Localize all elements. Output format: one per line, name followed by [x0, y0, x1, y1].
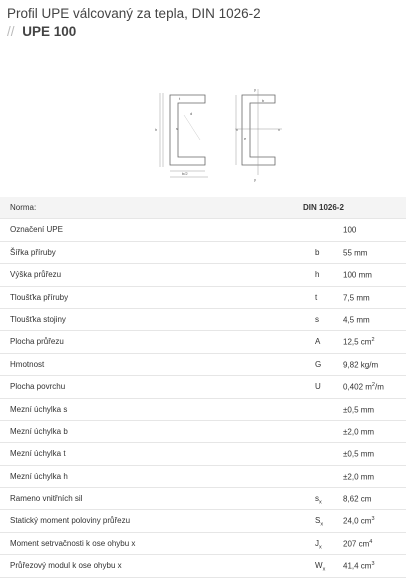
- label-y-bottom: y: [254, 177, 256, 182]
- symbol-subscript: x: [319, 544, 322, 551]
- value-text: ±0,5 mm: [343, 405, 375, 415]
- row-value: [343, 225, 356, 235]
- value-text: 0,402 m: [343, 382, 372, 392]
- value-text: 100: [343, 226, 357, 236]
- page-title: Profil UPE válcovaný za tepla, DIN 1026-2: [7, 6, 261, 21]
- row-label: Rameno vnitřních sil: [10, 494, 83, 504]
- table-row: [0, 510, 406, 532]
- label-e: e: [244, 136, 247, 141]
- row-symbol: [315, 494, 322, 506]
- row-label: Tloušťka příruby: [10, 292, 69, 302]
- symbol-letter: h: [315, 270, 320, 280]
- row-symbol: [315, 315, 319, 327]
- value-exponent: 2: [371, 337, 375, 344]
- table-row: [0, 421, 406, 443]
- norm-value: DIN 1026-2: [303, 203, 344, 212]
- table-row: [0, 331, 406, 353]
- symbol-subscript: x: [320, 522, 324, 529]
- row-symbol: [315, 539, 322, 551]
- table-row: [0, 219, 406, 241]
- row-value: [343, 449, 374, 459]
- row-label: Průřezový modul k ose ohybu x: [10, 561, 122, 571]
- row-symbol: [315, 516, 323, 528]
- table-row: [0, 399, 406, 421]
- row-value: [343, 405, 374, 415]
- table-header-row: [0, 197, 406, 219]
- profile-subtitle: [7, 24, 76, 40]
- value-unit-tail: /m: [374, 382, 384, 392]
- row-value: [343, 248, 367, 258]
- row-label: Mezní úchylka t: [10, 449, 66, 459]
- label-b: b: [262, 98, 265, 103]
- row-label: Moment setrvačnosti k ose ohybu x: [10, 538, 136, 548]
- symbol-letter: b: [315, 247, 320, 257]
- norm-label: Norma:: [10, 203, 37, 212]
- value-exponent: 4: [369, 538, 373, 545]
- row-label: Tloušťka stojiny: [10, 314, 66, 324]
- row-value: [343, 516, 375, 526]
- row-value: [343, 427, 374, 437]
- value-text: 41,4 cm: [343, 561, 372, 571]
- row-value: [343, 382, 384, 392]
- table-row: [0, 376, 406, 398]
- row-label: Statický moment poloviny průřezu: [10, 516, 131, 526]
- value-text: ±2,0 mm: [343, 427, 375, 437]
- symbol-letter: s: [315, 314, 319, 324]
- row-label: Mezní úchylka b: [10, 426, 68, 436]
- table-row: [0, 488, 406, 510]
- label-y-top: y: [254, 87, 256, 92]
- row-value: [343, 472, 374, 482]
- value-text: 12,5 cm: [343, 338, 372, 347]
- table-row: [0, 466, 406, 488]
- row-label: Výška průřezu: [10, 270, 62, 280]
- row-symbol: [315, 293, 317, 305]
- row-value: [343, 360, 378, 370]
- table-row: [0, 354, 406, 376]
- value-text: 4,5 mm: [343, 315, 370, 325]
- row-symbol: [315, 382, 321, 394]
- row-value: [343, 561, 375, 571]
- row-symbol: [315, 360, 321, 372]
- row-label: Plocha povrchu: [10, 382, 66, 392]
- symbol-letter: t: [315, 292, 318, 302]
- row-label: Šířka příruby: [10, 247, 56, 257]
- row-symbol: [315, 248, 319, 260]
- row-label: Mezní úchylka h: [10, 471, 68, 481]
- symbol-subscript: x: [319, 499, 322, 506]
- row-symbol: [315, 561, 325, 573]
- symbol-subscript: x: [322, 566, 326, 573]
- symbol-letter: G: [315, 359, 322, 369]
- label-x-right: x: [278, 127, 280, 132]
- label-d: d: [190, 111, 193, 116]
- value-exponent: 2: [371, 382, 375, 389]
- value-exponent: 3: [371, 516, 375, 523]
- row-label: Mezní úchylka s: [10, 404, 68, 414]
- label-b2: b/2: [182, 171, 188, 176]
- value-exponent: 3: [371, 561, 375, 568]
- row-label: Hmotnost: [10, 359, 45, 369]
- symbol-letter: W: [315, 561, 323, 571]
- left-profile-view: [160, 93, 208, 177]
- symbol-letter: S: [315, 516, 321, 526]
- row-value: [343, 270, 372, 280]
- label-s: s: [176, 126, 178, 131]
- table-row: [0, 264, 406, 286]
- table-row: [0, 287, 406, 309]
- label-t: t: [179, 96, 181, 101]
- value-text: 100 mm: [343, 270, 372, 280]
- value-text: 207 cm: [343, 539, 370, 549]
- row-symbol: [315, 337, 320, 349]
- symbol-letter: J: [315, 538, 319, 548]
- table-row: [0, 533, 406, 555]
- value-text: 55 mm: [343, 248, 368, 258]
- row-value: [343, 337, 375, 347]
- row-symbol: [315, 270, 319, 282]
- symbol-letter: U: [315, 382, 321, 392]
- symbol-letter: A: [315, 337, 321, 347]
- value-text: 8,62 cm: [343, 494, 372, 504]
- row-value: [343, 539, 372, 549]
- table-row: [0, 309, 406, 331]
- value-text: 24,0 cm: [343, 517, 372, 527]
- channel-profile-drawing: [150, 85, 290, 185]
- subtitle-slashes: //: [7, 24, 15, 39]
- row-value: [343, 293, 370, 303]
- value-text: 7,5 mm: [343, 293, 370, 303]
- row-label: Plocha průřezu: [10, 337, 64, 347]
- label-x-left: x: [236, 127, 238, 132]
- symbol-letter: s: [315, 494, 319, 504]
- row-value: [343, 315, 370, 325]
- row-label: Označení UPE: [10, 225, 63, 235]
- value-text: ±0,5 mm: [343, 449, 375, 459]
- value-text: 9,82 kg/m: [343, 360, 379, 370]
- properties-table: [0, 197, 406, 578]
- right-profile-view: [235, 89, 282, 175]
- table-row: [0, 242, 406, 264]
- profile-name: UPE 100: [22, 24, 77, 39]
- table-row: [0, 555, 406, 577]
- label-h: h: [155, 127, 158, 132]
- value-text: ±2,0 mm: [343, 472, 375, 482]
- table-row: [0, 443, 406, 465]
